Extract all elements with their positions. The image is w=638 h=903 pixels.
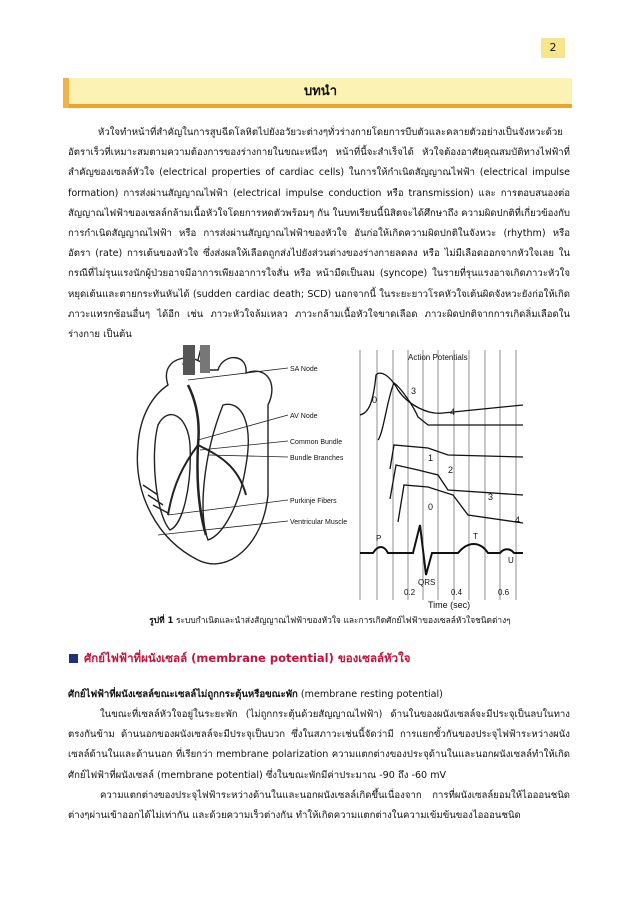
label-av-node: AV Node bbox=[290, 413, 318, 420]
subheading bbox=[68, 687, 443, 702]
ecg-trace bbox=[360, 525, 523, 575]
section-heading-text: ศักย์ไฟฟ้าที่ผนังเซลล์ (membrane potential) ของเซลล์หัวใจ bbox=[84, 651, 411, 665]
page-title: บทนำ bbox=[69, 78, 572, 108]
label-bundle-branches: Bundle Branches bbox=[290, 455, 344, 462]
ecg-qrs-label: QRS bbox=[418, 578, 436, 587]
ap-phase-2: 2 bbox=[448, 465, 454, 475]
ap-phase-4b: 4 bbox=[515, 515, 521, 525]
ap-phase-3a: 3 bbox=[411, 386, 417, 396]
paragraph-resting-potential: ในขณะที่เซลล์หัวใจอยู่ในระยะพัก (ไม่ถูกกระตุ้นด้วยสัญญาณไฟฟ้า) ด้านในของผนังเซลล์จะมีประจุเป็นลบในทางตรงกันข้าม ด้านนอกของผนังเซลล์จะมีประจุเป็นบวก ซึ่งในสภาวะเช่นนี้จัดว่ามี การแยกขั้วกันของประจุไฟฟ้าระหว่างผนังเซลล์ด้านในและด้านนอก ที่เรียกว่า membrane polarization ความแตกต่างของประจุด้านในและนอกผนังเซลล์ทำให้เกิดศักย์ไฟฟ้าที่ผนังเซลล์ (membrane potential) ซึ่งในขณะพักมีค่าประมาณ -90 ถึง -60 mV bbox=[68, 709, 570, 781]
ap-phase-0b: 0 bbox=[428, 502, 434, 512]
label-purkinje: Purkinje Fibers bbox=[290, 498, 337, 505]
label-action-potentials: Action Potentials bbox=[408, 353, 468, 362]
ecg-p-label: P bbox=[376, 534, 382, 543]
label-common-bundle: Common Bundle bbox=[290, 439, 343, 446]
time-tick-02: 0.2 bbox=[404, 588, 416, 597]
ap-phase-0: 0 bbox=[372, 395, 378, 405]
ecg-u-label: U bbox=[508, 556, 514, 565]
bullet-square-icon bbox=[69, 654, 78, 663]
cardiac-conduction-figure bbox=[128, 345, 532, 613]
caption-text: ระบบกำเนิดและนำส่งสัญญาณไฟฟ้าของหัวใจ และการเกิดศักย์ไฟฟ้าของเซลล์หัวใจชนิดต่างๆ bbox=[173, 615, 511, 625]
caption-label: รูปที่ 1 bbox=[149, 615, 174, 625]
time-tick-04: 0.4 bbox=[451, 588, 463, 597]
ap-phase-1: 1 bbox=[428, 453, 434, 463]
subheading-rest: (membrane resting potential) bbox=[297, 689, 443, 700]
figure-caption bbox=[140, 613, 520, 627]
time-axis-label: Time (sec) bbox=[428, 600, 471, 610]
label-ventricular: Ventricular Muscle bbox=[290, 519, 348, 526]
section-heading bbox=[69, 650, 410, 668]
page-number: 2 bbox=[541, 38, 565, 58]
subheading-bold: ศักย์ไฟฟ้าที่ผนังเซลล์ขณะเซลล์ไม่ถูกกระตุ้นหรือขณะพัก bbox=[68, 689, 298, 700]
time-tick-06: 0.6 bbox=[498, 588, 510, 597]
ap-phase-4a: 4 bbox=[450, 407, 456, 417]
ecg-t-label: T bbox=[473, 532, 478, 541]
label-sa-node: SA Node bbox=[290, 366, 318, 373]
ap-phase-3b: 3 bbox=[488, 492, 494, 502]
intro-paragraph: หัวใจทำหน้าที่สำคัญในการสูบฉีดโลหิตไปยังอวัยวะต่างๆทั่วร่างกายโดยการบีบตัวและคลายตัวอย่างเป็นจังหวะด้วยอัตราเร็วที่เหมาะสมตามความต้องการของร่างกายในขณะหนึ่งๆ หน้าที่นี้จะสำเร็จได้ หัวใจต้องอาศัยคุณสมบัติทางไฟฟ้าที่สำคัญของเซลล์หัวใจ (electrical properties of cardiac cells) ในการให้กำเนิดสัญญาณไฟฟ้า (electrical impulse formation) การส่งผ่านสัญญาณไฟฟ้า (electrical impulse conduction หรือ transmission) และ การตอบสนองต่อสัญญาณไฟฟ้าของเซลล์กล้ามเนื้อหัวใจโดยการหดตัวพร้อมๆ กัน ในบทเรียนนี้นิสิตจะได้ศึกษาถึง ความผิดปกติที่เกี่ยวข้องกับการกำเนิดสัญญาณไฟฟ้า หรือ การส่งผ่านสัญญาณไฟฟ้าของหัวใจ อันก่อให้เกิดความผิดปกติในจังหวะ (rhythm) หรือ อัตรา (rate) การเต้นของหัวใจ ซึ่งส่งผลให้เลือดถูกส่งไปยังส่วนต่างของร่างกายลดลง หรือ ไม่มีเลือดออกจากหัวใจเลย ในกรณีที่ไม่รุนแรงนักผู้ป่วยอาจมีอาการเพียงอาการใจสั่น หรือ หน้ามืดเป็นลม (syncope) ในรายที่รุนแรงอาจเกิดภาวะหัวใจหยุดเต้นและตายกระทันหันได้ (sudden cardiac death; SCD) นอกจากนี้ ในระยะยาวโรคหัวใจเต้นผิดจังหวะยังก่อให้เกิดภาวะแทรกซ้อนอื่นๆ ได้อีก เช่น ภาวะหัวใจล้มเหลว ภาวะกล้ามเนื้อหัวใจขาดเลือด ภาวะผิดปกติจากการเกิดลิ่มเลือดในร่างกาย เป็นต้น bbox=[68, 127, 570, 341]
paragraph-charge-difference: ความแตกต่างของประจุไฟฟ้าระหว่างด้านในและนอกผนังเซลล์เกิดขึ้นเนื่องจาก การที่ผนังเซลล์ยอมให้ไอออนชนิดต่างๆผ่านเข้าออกได้ไม่เท่ากัน และด้วยความเร็วต่างกัน ทำให้เกิดความแตกต่างในความเข้มข้นของไอออนชนิด bbox=[68, 790, 570, 822]
